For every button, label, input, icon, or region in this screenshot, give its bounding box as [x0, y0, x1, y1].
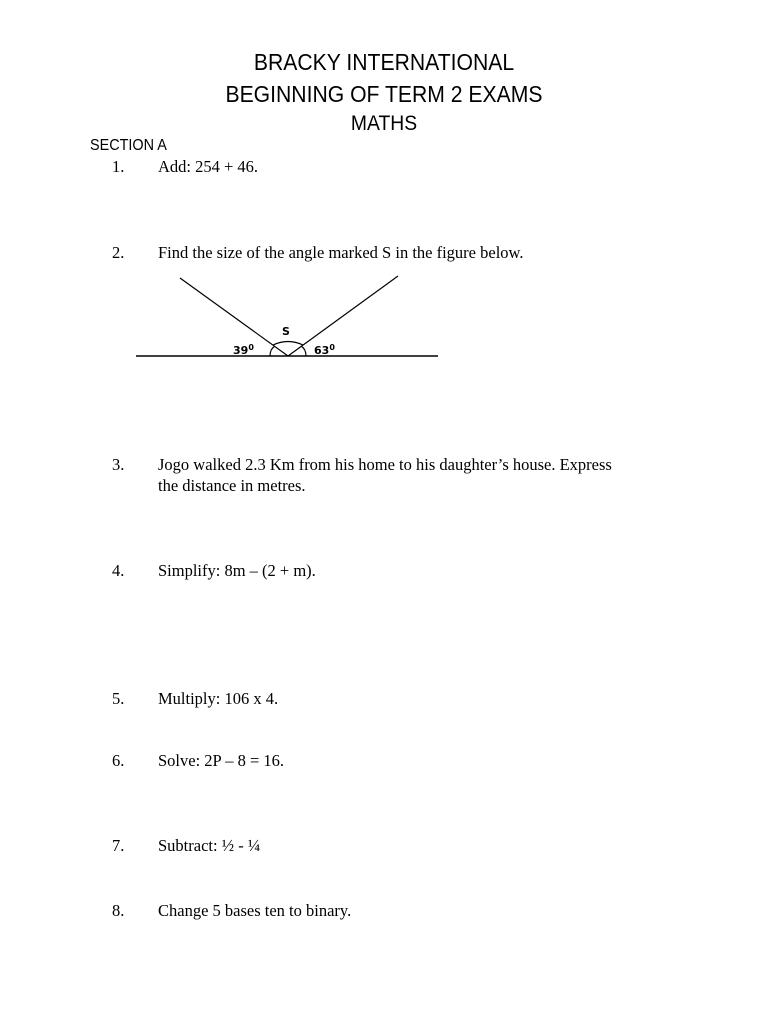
- exam-title: BEGINNING OF TERM 2 EXAMS: [225, 81, 543, 107]
- angle-s-arc: [273, 342, 303, 346]
- left-angle-arc: [270, 346, 275, 356]
- question-text: Multiply: 106 x 4.: [158, 689, 279, 708]
- question-number: 8.: [112, 901, 125, 920]
- left-angle-label: $39^0$: [233, 343, 254, 357]
- school-name: BRACKY INTERNATIONAL: [253, 49, 515, 75]
- question-text: Change 5 bases ten to binary.: [158, 901, 352, 920]
- subject-title: MATHS: [350, 112, 418, 135]
- question-text: Simplify: 8m – (2 + m).: [158, 561, 316, 580]
- question-number: 6.: [112, 751, 125, 770]
- question-text: Solve: 2P – 8 = 16.: [158, 751, 285, 770]
- question-text: [158, 454, 698, 496]
- question-text: Add: 254 + 46.: [158, 157, 259, 176]
- question-number: 5.: [112, 689, 125, 708]
- right-angle-arc: [301, 346, 306, 356]
- angle-figure: [130, 270, 450, 370]
- question-text: Subtract: ½ - ¼: [158, 836, 261, 855]
- right-ray: [288, 276, 398, 356]
- question-number: 4.: [112, 561, 125, 580]
- question-text: Find the size of the angle marked S in the figure below.: [158, 243, 524, 262]
- right-angle-label: $63^0$: [314, 343, 335, 357]
- question-number: 1.: [112, 157, 125, 176]
- question-number: 2.: [112, 243, 125, 262]
- question-text-line-2: the distance in metres.: [158, 476, 306, 495]
- question-text-line-1: Jogo walked 2.3 Km from his home to his daughter’s house. Express: [158, 455, 612, 474]
- angle-s-label: S: [282, 325, 290, 338]
- section-title: SECTION A: [90, 137, 167, 154]
- question-number: 7.: [112, 836, 125, 855]
- question-number: 3.: [112, 455, 125, 474]
